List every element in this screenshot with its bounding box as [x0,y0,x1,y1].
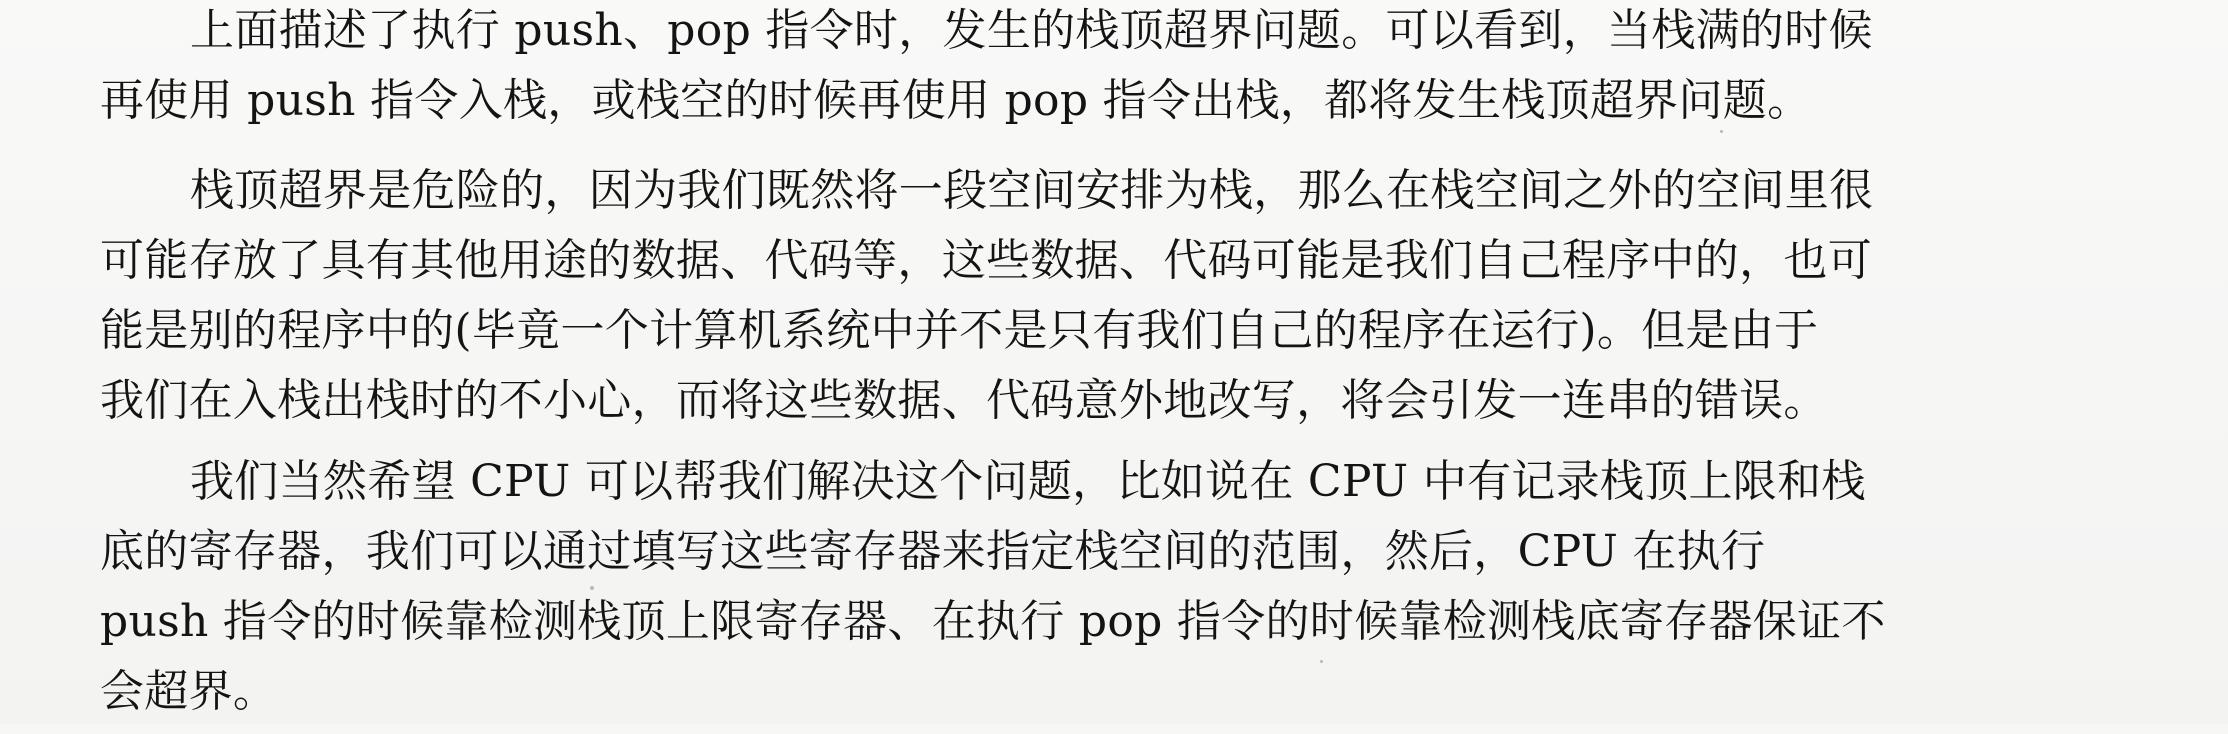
paragraph-2-line-2: 可能存放了具有其他用途的数据、代码等，这些数据、代码可能是我们自己程序中的，也可 [100,235,1872,286]
paragraph-1-line-2: 再使用 push 指令入栈，或栈空的时候再使用 pop 指令出栈，都将发生栈顶超界问题。 [100,75,1812,126]
paragraph-2-line-4: 我们在入栈出栈时的不小心，而将这些数据、代码意外地改写，将会引发一连串的错误。 [100,375,1828,426]
paragraph-2-line-1: 栈顶超界是危险的，因为我们既然将一段空间安排为栈，那么在栈空间之外的空间里很 [190,165,1874,216]
paragraph-3-line-2: 底的寄存器，我们可以通过填写这些寄存器来指定栈空间的范围，然后，CPU 在执行 [100,526,1766,577]
paragraph-2 [100,163,1873,443]
paragraph-3-line-1: 我们当然希望 CPU 可以帮我们解决这个问题，比如说在 CPU 中有记录栈顶上限和栈 [190,456,1866,507]
scan-speck [1720,130,1723,133]
paragraph-1 [100,3,1873,143]
scan-speck [590,586,594,590]
scan-speck [1320,660,1323,663]
paragraph-1-line-1: 上面描述了执行 push、pop 指令时，发生的栈顶超界问题。可以看到，当栈满的时候 [190,5,1873,56]
paragraph-2-line-3: 能是别的程序中的(毕竟一个计算机系统中并不是只有我们自己的程序在运行)。但是由于 [100,305,1819,356]
paragraph-3-line-3: push 指令的时候靠检测栈顶上限寄存器、在执行 pop 指令的时候靠检测栈底寄存器保证不 [100,596,1886,647]
paragraph-3-line-4: 会超界。 [100,666,278,717]
paragraph-3 [100,454,1886,734]
